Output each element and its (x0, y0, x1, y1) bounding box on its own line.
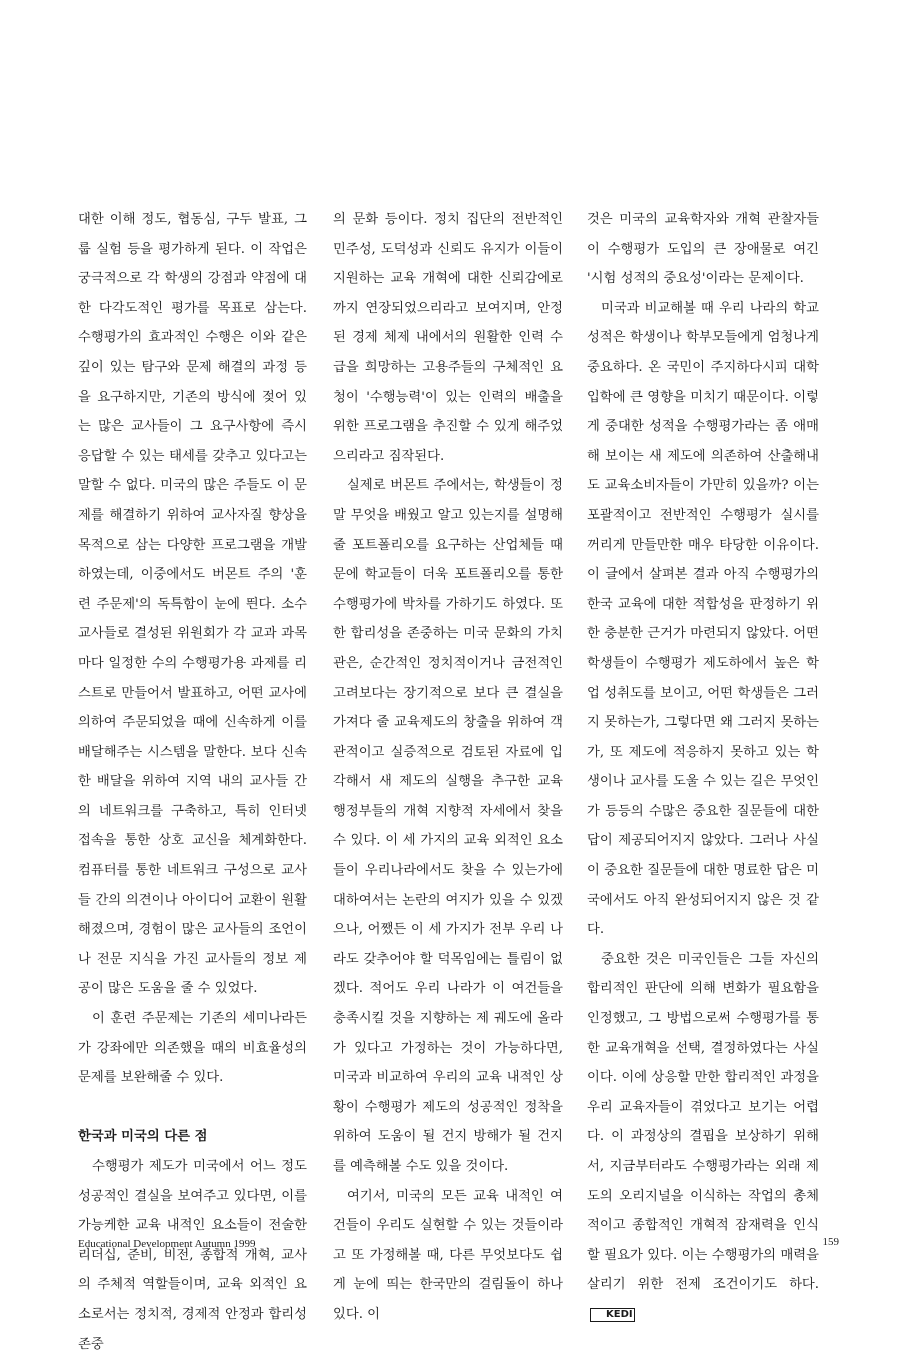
column-1 (78, 205, 307, 1359)
column-2 (333, 205, 563, 1330)
paragraph: 수행평가 제도가 미국에서 어느 정도 성공적인 결실을 보여주고 있다면, 이를 가능케한 교육 내적인 요소들이 전술한 리더십, 준비, 비전, 종합적 개혁, 교사의 주체적 역할들이며, 교육 외적인 요소로서는 정치적, 경제적 안정과 합리성 존중 (78, 1159, 307, 1352)
paragraph: 것은 미국의 교육학자와 개혁 관찰자들이 수행평가 도입의 큰 장애물로 여긴 '시험 성적의 중요성'이라는 문제이다. (587, 212, 819, 287)
paragraph: 대한 이해 정도, 협동심, 구두 발표, 그룹 실험 등을 평가하게 된다. 이 작업은 궁극적으로 각 학생의 강점과 약점에 대한 다각도적인 평가를 목표로 삼는다. 수행평가의 효과적인 수행은 이와 같은 깊이 있는 탐구와 문제 해결의 과정 등을 요구하지만, 기존의 방식에 젖어 있는 많은 교사들이 그 요구사항에 즉시 응답할 수 있는 태세를 갖추고 있다고는 말할 수 없다. 미국의 많은 주들도 이 문제를 해결하기 위하여 교사자질 향상을 목적으로 삼는 다양한 프로그램을 개발하였는데, 이중에서도 버몬트 주의 '훈련 주문제'의 독특함이 눈에 띈다. 소수 교사들로 결성된 위원회가 각 교과 과목마다 일정한 수의 수행평가용 과제를 리스트로 만들어서 발표하고, 어떤 교사에 의하여 주문되었을 때에 신속하게 이를 배달해주는 시스템을 말한다. 보다 신속한 배달을 위하여 지역 내의 교사들 간의 네트워크를 구축하고, 특히 인터넷 접속을 통한 상호 교신을 체계화한다. 컴퓨터를 통한 네트워크 구성으로 교사들 간의 의견이나 아이디어 교환이 원활해졌으며, 경험이 많은 교사들의 조언이나 전문 지식을 가진 교사들의 정보 제공이 많은 도움을 줄 수 있었다. (78, 212, 307, 997)
journal-footer: Educational Development Autumn 1999 (78, 1238, 256, 1250)
section-heading: 한국과 미국의 다른 점 (78, 1129, 208, 1145)
end-mark-logo: KEDI (590, 1308, 635, 1322)
paragraph: 미국과 비교해볼 때 우리 나라의 학교 성적은 학생이나 학부모들에게 엄청나게 중요하다. 온 국민이 주지하다시피 대학 입학에 큰 영향을 미치기 때문이다. 이렇게 중대한 성적을 수행평가라는 좀 애매해 보이는 새 제도에 의존하여 산출해내도 교육소비자들이 가만히 있을까? 이는 포괄적이고 전반적인 수행평가 실시를 꺼리게 만들만한 매우 타당한 이유이다. 이 글에서 살펴본 결과 아직 수행평가의 한국 교육에 대한 적합성을 판정하기 위한 충분한 근거가 마련되지 않았다. 어떤 학생들이 수행평가 제도하에서 높은 학업 성취도를 보이고, 어떤 학생들은 그러지 못하는가, 그렇다면 왜 그러지 못하는가, 또 제도에 적응하지 못하고 있는 학생이나 교사를 도울 수 있는 길은 무엇인가 등등의 수많은 중요한 질문들에 대한 답이 제공되어지지 않았다. 그러나 사실 이 중요한 질문들에 대한 명료한 답은 미국에서도 아직 완성되어지지 않은 것 같다. (587, 300, 819, 938)
paragraph: 의 문화 등이다. 정치 집단의 전반적인 민주성, 도덕성과 신뢰도 유지가 이들이 지원하는 교육 개혁에 대한 신뢰감에로까지 연장되었으리라고 보여지며, 안정된 경제 체제 내에서의 원활한 인력 수급을 희망하는 고용주들의 구체적인 요청이 '수행능력'이 있는 인력의 배출을 위한 프로그램을 추진할 수 있게 해주었으리라고 짐작된다. (333, 212, 563, 464)
paragraph-text: 중요한 것은 미국인들은 그들 자신의 합리적인 판단에 의해 변화가 필요함을 인정했고, 그 방법으로써 수행평가를 통한 교육개혁을 선택, 결정하였다는 사실이다. 이에 상응할 만한 합리적인 과정을 우리 교육자들이 겪었다고 보기는 어렵다. 이 과정상의 결핍을 보상하기 위해서, 지금부터라도 수행평가라는 외래 제도의 오리지널을 이식하는 작업의 총체적이고 종합적인 개혁적 잠재력을 인식할 필요가 있다. 이는 수행평가의 매력을 살리기 위한 전제 조건이기도 하다. (587, 951, 819, 1293)
paragraph: 이 훈련 주문제는 기존의 세미나라든가 강좌에만 의존했을 때의 비효율성의 문제를 보완해줄 수 있다. (78, 1011, 307, 1086)
paragraph (587, 945, 819, 1330)
paragraph: 여기서, 미국의 모든 교육 내적인 여건들이 우리도 실현할 수 있는 것들이라고 또 가정해볼 때, 다른 무엇보다도 쉽게 눈에 띄는 한국만의 걸림돌이 하나 있다. 이 (333, 1188, 563, 1322)
column-3 (587, 205, 819, 1330)
page-number: 159 (822, 1236, 839, 1248)
paragraph: 실제로 버몬트 주에서는, 학생들이 정말 무엇을 배웠고 알고 있는지를 설명해줄 포트폴리오를 요구하는 산업체들 때문에 학교들이 더욱 포트폴리오를 통한 수행평가에 박차를 가하기도 하였다. 또한 합리성을 존중하는 미국 문화의 가치관은, 순간적인 정치적이거나 금전적인 고려보다는 장기적으로 보다 큰 결실을 가져다 줄 교육제도의 창출을 위하여 객관적이고 실증적으로 검토된 자료에 입각해서 새 제도의 실행을 추구한 교육 행정부들의 개혁 지향적 자세에서 찾을 수 있다. 이 세 가지의 교육 외적인 요소들이 우리나라에서도 찾을 수 있는가에 대하여서는 논란의 여지가 있을 수 있겠으나, 어쨌든 이 세 가지가 전부 우리 나라도 갖추어야 할 덕목임에는 틀림이 없겠다. 적어도 우리 나라가 이 여건들을 충족시킬 것을 지향하는 제 궤도에 올라가 있다고 가정하는 것이 가능하다면, 미국과 비교하여 우리의 교육 내적인 상황이 수행평가 제도의 성공적인 정착을 위하여 도움이 될 건지 방해가 될 건지를 예측해볼 수도 있을 것이다. (333, 478, 563, 1174)
